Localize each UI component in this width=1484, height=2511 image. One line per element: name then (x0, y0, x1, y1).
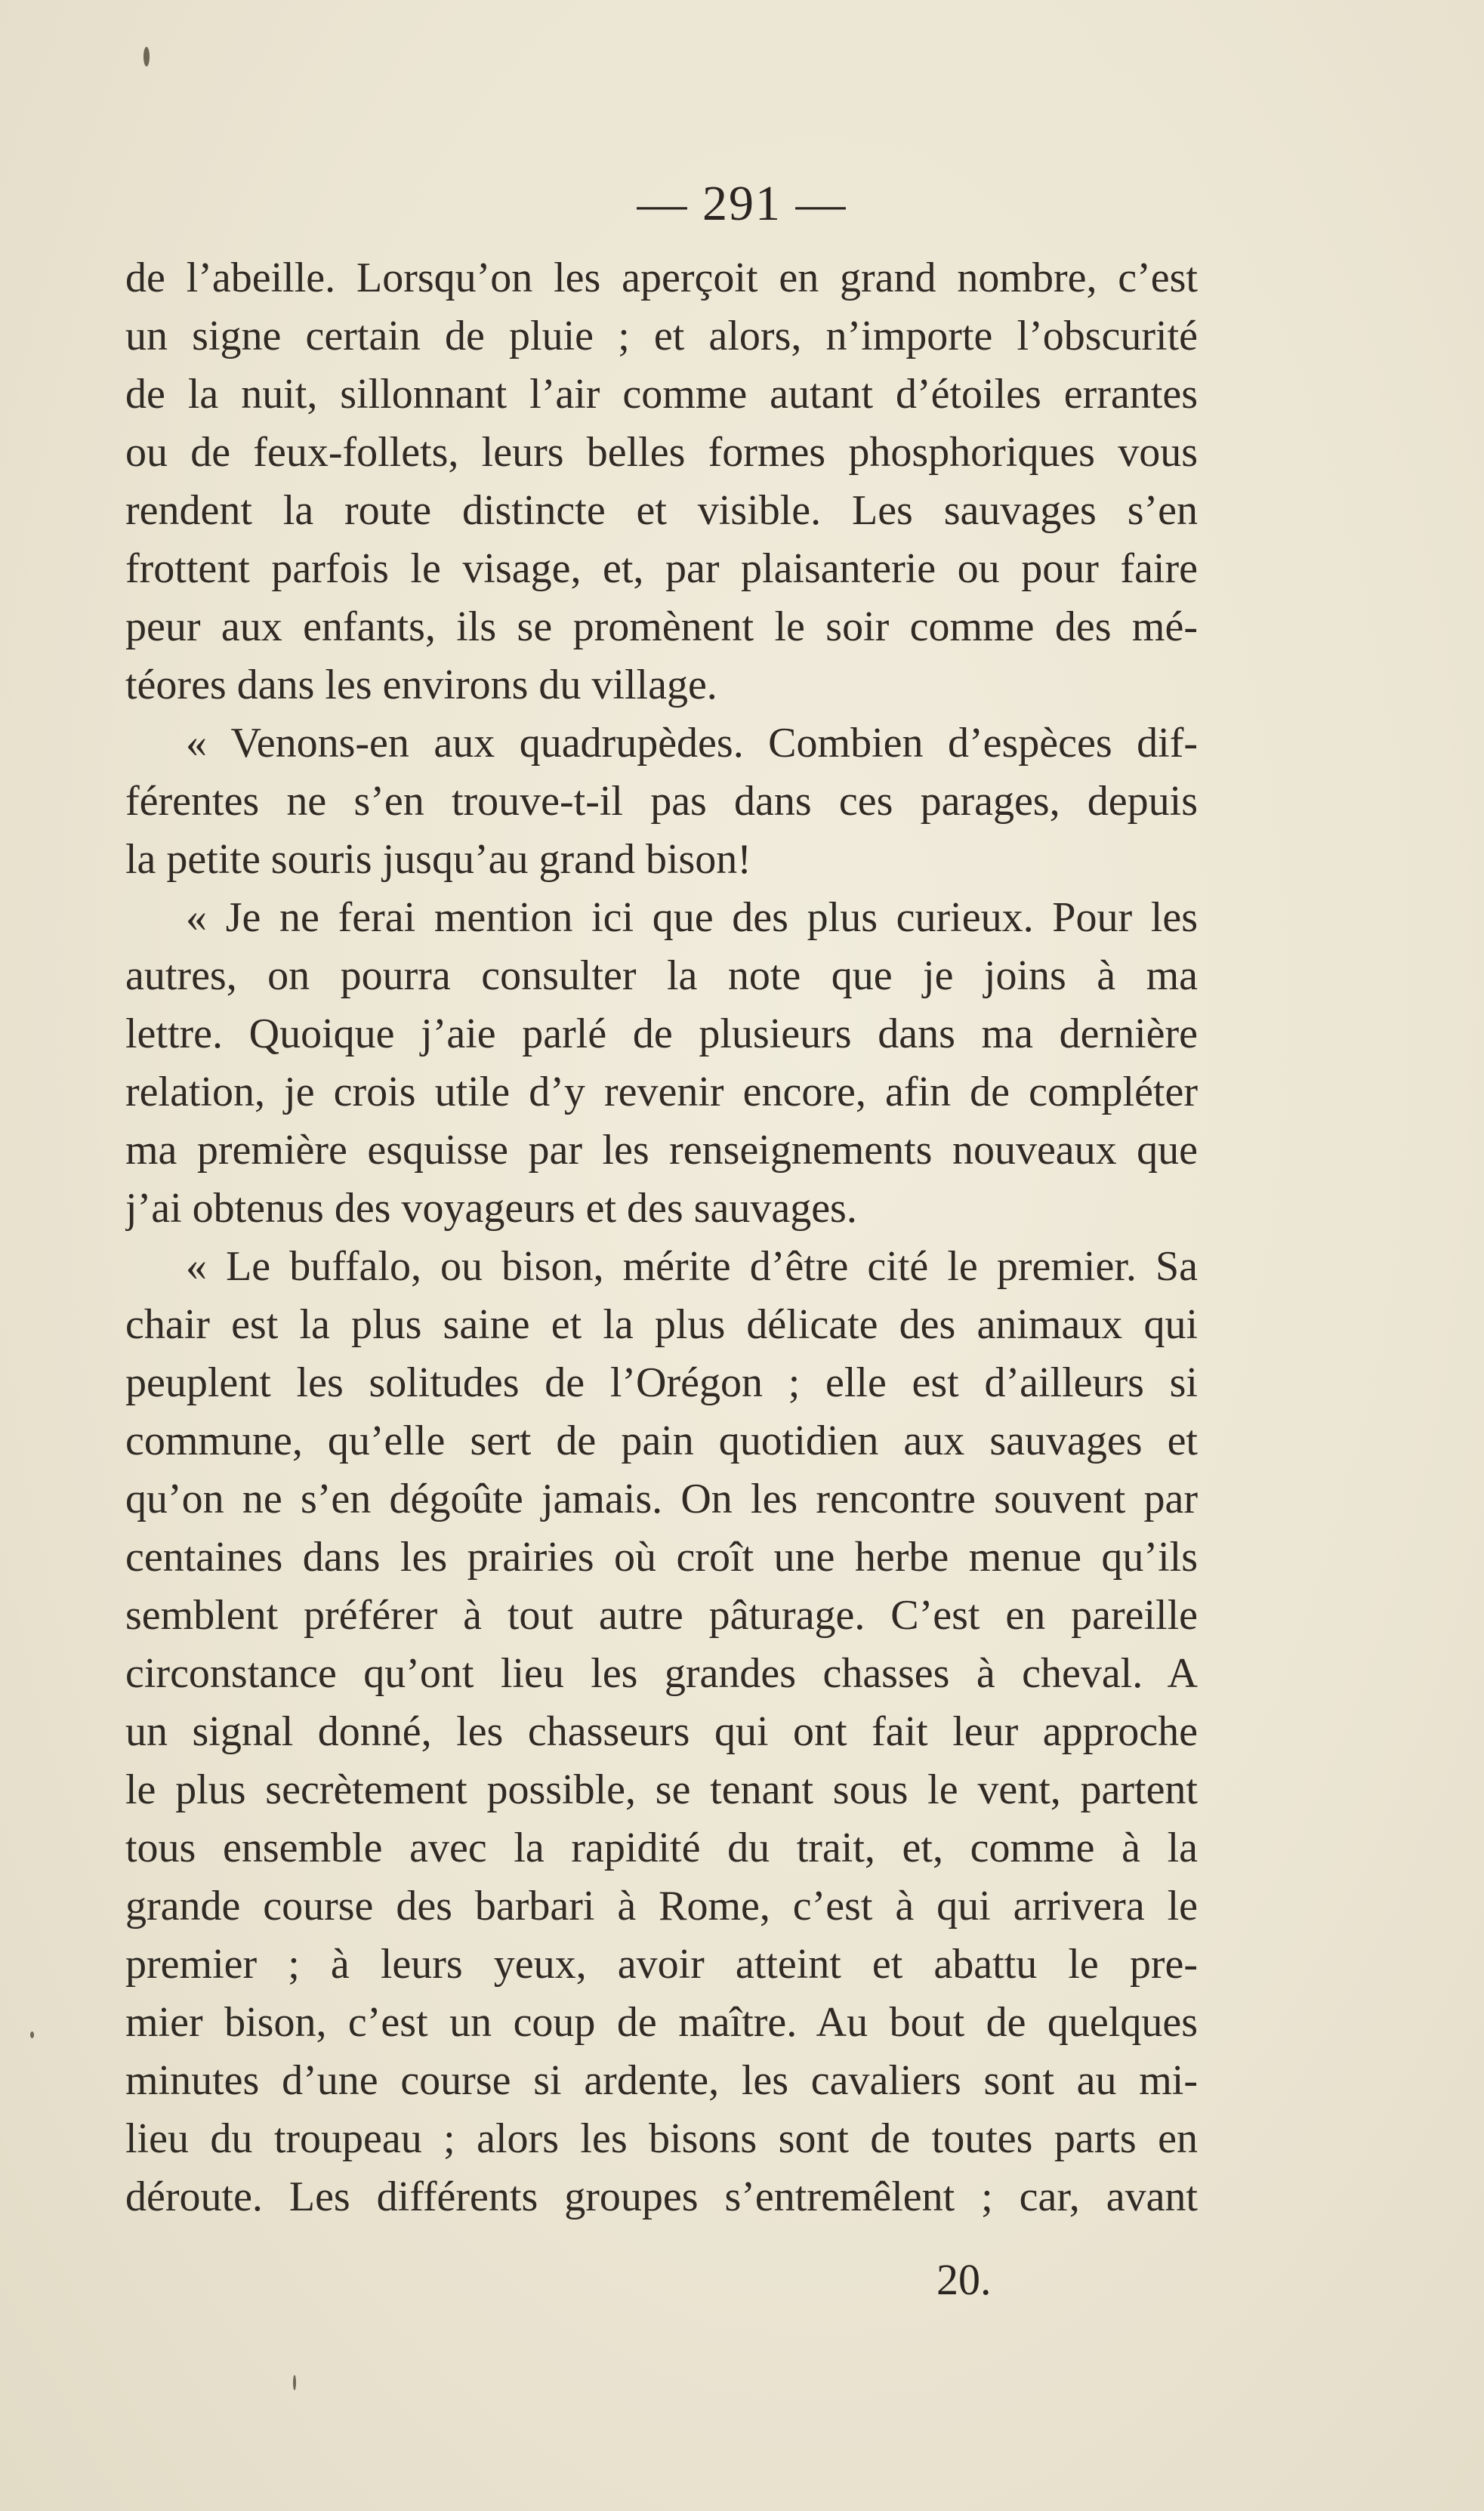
text-line: frottent parfois le visage, et, par plaisanterie ou pour faire (125, 545, 1198, 592)
text-line: ou de feux-follets, leurs belles formes phosphoriques vous (125, 429, 1198, 476)
text-line: peur aux enfants, ils se promènent le soir comme des mé- (125, 603, 1198, 650)
signature-mark: 20. (936, 2255, 992, 2304)
text-line: mier bison, c’est un coup de maître. Au bout de quelques (125, 1999, 1198, 2046)
body-text (125, 249, 1198, 2226)
paper-speck (293, 2375, 296, 2390)
text-line: peuplent les solitudes de l’Orégon ; elle est d’ailleurs si (125, 1359, 1198, 1406)
text-line: chair est la plus saine et la plus délicate des animaux qui (125, 1301, 1198, 1348)
text-line: rendent la route distincte et visible. Les sauvages s’en (125, 487, 1198, 534)
text-line: qu’on ne s’en dégoûte jamais. On les rencontre souvent par (125, 1476, 1198, 1522)
text-line: commune, qu’elle sert de pain quotidien aux sauvages et (125, 1417, 1198, 1464)
page-number: — 291 — (637, 176, 847, 231)
text-line: j’ai obtenus des voyageurs et des sauvages. (125, 1185, 857, 1232)
text-line: la petite souris jusqu’au grand bison! (125, 836, 751, 883)
text-line: semblent préférer à tout autre pâturage. C’est en pareille (125, 1592, 1198, 1639)
text-line: minutes d’une course si ardente, les cavaliers sont au mi- (125, 2057, 1198, 2104)
text-line: circonstance qu’ont lieu les grandes chasses à cheval. A (125, 1650, 1198, 1697)
text-line: grande course des barbari à Rome, c’est à qui arrivera le (125, 1883, 1198, 1930)
text-line: ma première esquisse par les renseignements nouveaux que (125, 1127, 1198, 1174)
text-line: lieu du troupeau ; alors les bisons sont de toutes parts en (125, 2115, 1198, 2162)
text-line: le plus secrètement possible, se tenant sous le vent, partent (125, 1766, 1198, 1813)
text-line: déroute. Les différents groupes s’entremêlent ; car, avant (125, 2173, 1198, 2220)
text-line: centaines dans les prairies où croît une herbe menue qu’ils (125, 1534, 1198, 1581)
text-line: férentes ne s’en trouve-t-il pas dans ces parages, depuis (125, 778, 1198, 825)
text-line: tous ensemble avec la rapidité du trait, et, comme à la (125, 1825, 1198, 1871)
text-line: de la nuit, sillonnant l’air comme autant d’étoiles errantes (125, 371, 1198, 418)
text-line: téores dans les environs du village. (125, 662, 717, 708)
text-line: premier ; à leurs yeux, avoir atteint et abattu le pre- (125, 1941, 1198, 1988)
text-line: « Le buffalo, ou bison, mérite d’être cité le premier. Sa (186, 1243, 1198, 1290)
text-line: relation, je crois utile d’y revenir encore, afin de compléter (125, 1069, 1198, 1115)
text-line: « Venons-en aux quadrupèdes. Combien d’espèces dif- (186, 720, 1198, 767)
text-line: un signe certain de pluie ; et alors, n’importe l’obscurité (125, 313, 1198, 359)
text-line: autres, on pourra consulter la note que je joins à ma (125, 952, 1198, 999)
paper-speck (143, 47, 150, 66)
text-line: « Je ne ferai mention ici que des plus curieux. Pour les (186, 894, 1198, 941)
paper-speck (30, 2031, 34, 2038)
text-line: de l’abeille. Lorsqu’on les aperçoit en grand nombre, c’est (125, 254, 1198, 301)
text-line: un signal donné, les chasseurs qui ont fait leur approche (125, 1708, 1198, 1755)
text-line: lettre. Quoique j’aie parlé de plusieurs dans ma dernière (125, 1010, 1198, 1057)
